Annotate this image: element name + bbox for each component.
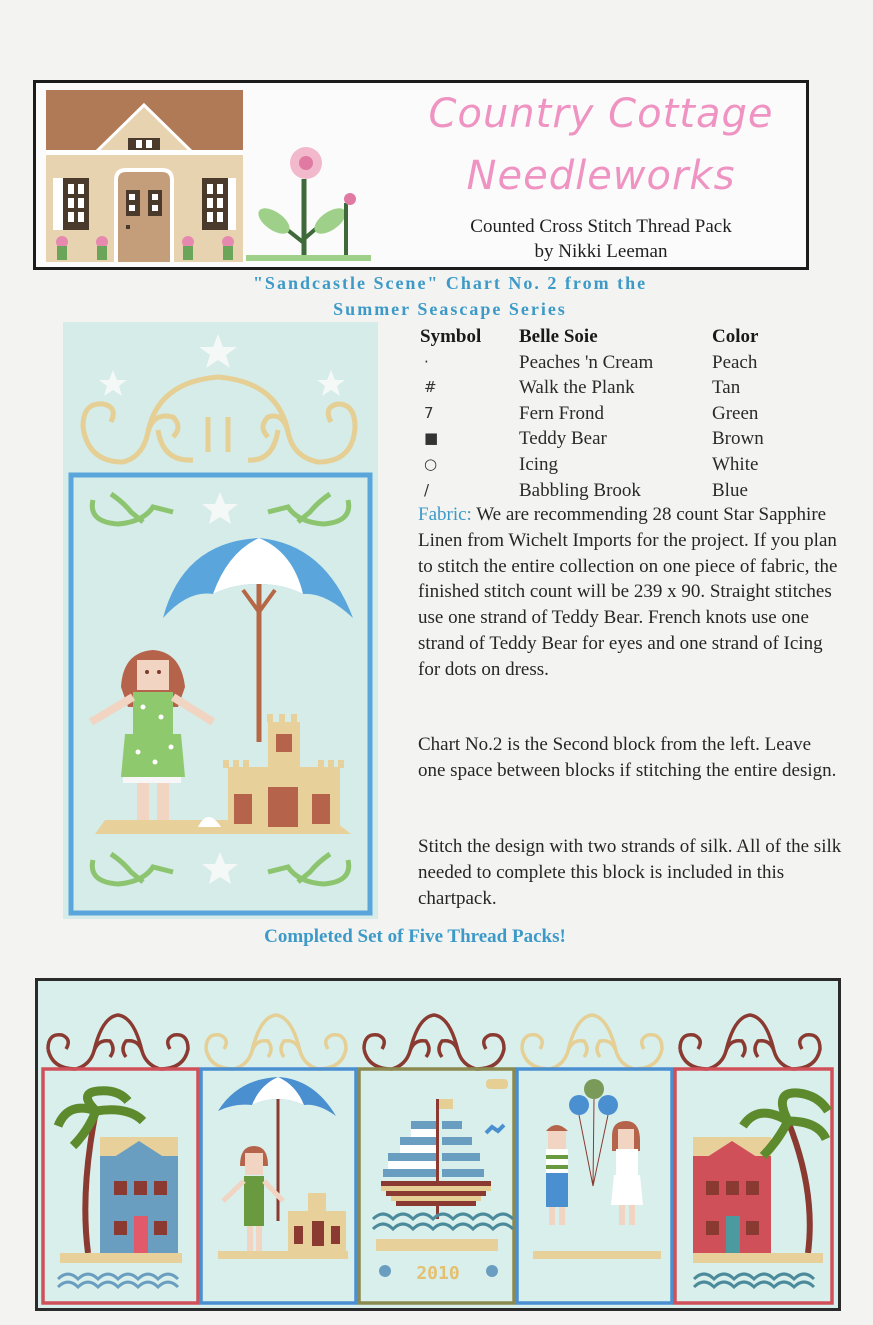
circle-icon: ○ <box>424 454 438 473</box>
brand-name-line1: Country Cottage <box>428 91 774 137</box>
table-row <box>420 478 840 504</box>
thread-name: Teddy Bear <box>519 428 607 450</box>
fabric-paragraph <box>418 502 843 683</box>
series-illustration-frame <box>35 978 841 1311</box>
rose-illustration <box>246 143 371 263</box>
table-row <box>420 375 840 401</box>
table-row <box>420 452 840 478</box>
thread-name: Walk the Plank <box>519 377 635 399</box>
fabric-text: We are recommending 28 count Star Sapphire Linen from Wichelt Imports for the project. If you plan to stitch the entire collection on one piece of fabric, the finished stitch count will be 239 x 90. Straight stitches use one strand of Teddy Bear. French knots use one strand of Teddy Bear for eyes and one strand of Icing for dots on dress. <box>418 504 838 680</box>
year-label: 2010 <box>416 1263 460 1284</box>
table-row <box>420 350 840 376</box>
thread-name: Icing <box>519 453 559 475</box>
thread-color: Blue <box>712 479 748 501</box>
table-header-row <box>420 324 840 350</box>
five-block-series-illustration <box>38 981 838 1308</box>
seven-icon: 7 <box>424 403 434 422</box>
thread-name: Fern Frond <box>519 402 604 424</box>
filled-square-icon: ■ <box>424 429 439 448</box>
header-banner <box>33 80 809 270</box>
thread-name: Babbling Brook <box>519 479 641 501</box>
header-color: Color <box>712 326 759 347</box>
table-row <box>420 401 840 427</box>
thread-color: Brown <box>712 428 764 450</box>
sandcastle-scene-illustration <box>63 322 378 919</box>
slash-icon: / <box>424 480 430 499</box>
fabric-label: Fabric: <box>418 504 472 525</box>
chart-title-line1: "Sandcastle Scene" Chart No. 2 from the <box>252 273 648 293</box>
header-symbol: Symbol <box>420 326 482 347</box>
thread-key-table <box>420 324 840 503</box>
thread-color: White <box>712 453 759 475</box>
chart-position-note: Chart No.2 is the Second block from the left. Leave one space between blocks if stitching the entire design. <box>418 734 837 781</box>
silk-note: Stitch the design with two strands of silk. All of the silk needed to complete this block is included in this chartpack. <box>418 836 842 909</box>
thread-color: Peach <box>712 351 758 373</box>
thread-color: Tan <box>712 377 741 399</box>
chart-title-line2: Summer Seascape Series <box>333 299 567 319</box>
completed-set-heading: Completed Set of Five Thread Packs! <box>264 926 566 947</box>
hash-icon: # <box>424 378 437 397</box>
cottage-illustration <box>46 90 243 262</box>
table-row <box>420 426 840 452</box>
dot-icon: · <box>424 352 429 371</box>
header-thread-name: Belle Soie <box>519 326 598 347</box>
author-byline: by Nikki Leeman <box>534 241 668 262</box>
thread-name: Peaches 'n Cream <box>519 351 654 373</box>
thread-color: Green <box>712 402 759 424</box>
product-subtitle: Counted Cross Stitch Thread Pack <box>470 216 732 237</box>
brand-name-line2: Needleworks <box>466 153 736 199</box>
